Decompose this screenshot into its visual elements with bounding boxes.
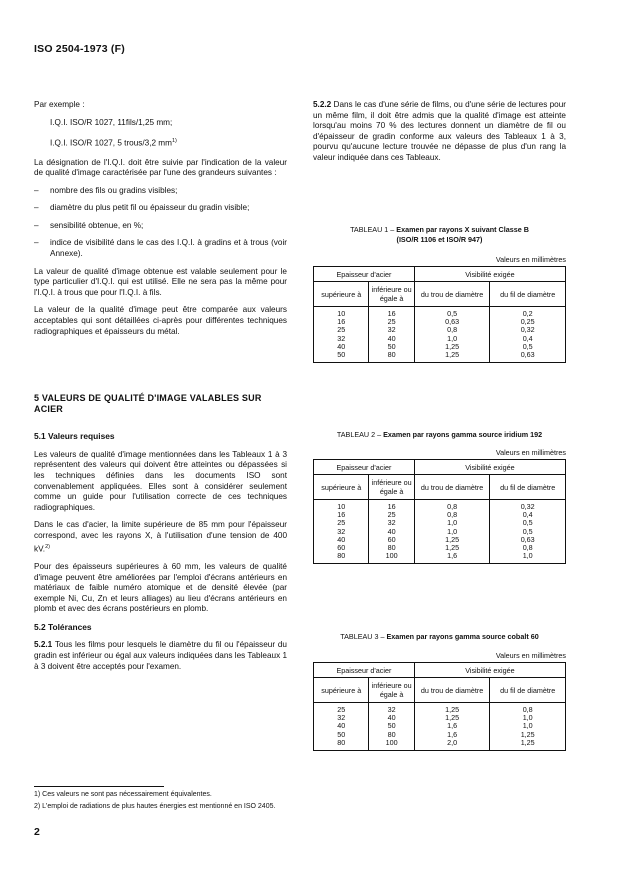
page-number: 2: [34, 826, 40, 838]
section-5-heading: 5 VALEURS DE QUALITÉ D'IMAGE VALABLES SUR ACIER: [34, 393, 262, 415]
table-cell: 0,8: [447, 502, 458, 511]
table-cell: 80: [337, 551, 346, 561]
th-superieure: supérieure à: [314, 475, 369, 500]
table-cell: 32: [387, 325, 396, 335]
table-cell: 80: [387, 543, 396, 553]
table-cell: 0,2: [522, 309, 533, 318]
table-cell: 0,4: [522, 510, 533, 520]
col-superieure: [314, 703, 369, 751]
section-5-1-para-2: Dans le cas d'acier, la limite supérieure de 85 mm pour l'épaisseur correspond, avec les rayons X, à l'utilisation d'une tension de 400 kV.$^{2)}$: [34, 520, 287, 554]
table-cell: 16: [387, 309, 396, 318]
table-cell: 40: [337, 721, 346, 731]
col-fil: [490, 703, 566, 751]
table-cell: 0,32: [520, 502, 535, 511]
table-cell: 25: [337, 518, 346, 528]
left-column: [34, 100, 287, 679]
table-cell: 2,0: [447, 737, 458, 747]
col-trou: [414, 703, 490, 751]
table-cell: 1,0: [522, 551, 533, 561]
table-cell: 0,63: [445, 317, 460, 327]
col-superieure: [314, 500, 369, 564]
designation-paragraph: La désignation de l'I.Q.I. doit être suivie par l'indication de la valeur de qualité d'image caractérisée par l'une des grandeurs suivantes :: [34, 157, 287, 178]
table-cell: 16: [337, 317, 346, 327]
section-5-1-para-1: Les valeurs de qualité d'image mentionnées dans les Tableaux 1 à 3 représentent des valeurs qui doivent être atteintes ou dépassées si les techniques définies dans les documents ISO sont convenablement appliquées. Elles sont à considérer seulement comme un guide pour l'utilisation correcte de ces techniques radiographiques.: [34, 449, 287, 512]
th-inferieure: inférieure ou égale à: [369, 282, 414, 307]
table-cell: 1,25: [445, 543, 460, 553]
table-cell: 0,8: [447, 510, 458, 520]
table-cell: 40: [337, 534, 346, 544]
th-visibilite: Visibilité exigée: [414, 663, 565, 678]
table-1-subtitle: (ISO/R 1106 et ISO/R 947): [396, 235, 483, 244]
table-cell: 1,25: [520, 729, 535, 739]
col-fil: [490, 307, 566, 363]
table-1: [313, 266, 566, 363]
col-inferieure: [369, 500, 414, 564]
table-cell: 50: [337, 350, 346, 360]
table-cell: 60: [387, 534, 396, 544]
table-cell: 80: [387, 729, 396, 739]
table-cell: 50: [387, 721, 396, 731]
table-cell: 10: [337, 502, 346, 511]
th-fil: du fil de diamètre: [490, 475, 566, 500]
table-cell: 32: [387, 518, 396, 528]
table-cell: 1,25: [520, 737, 535, 747]
table-cell: 0,8: [522, 543, 533, 553]
table-cell: 0,4: [522, 333, 533, 343]
th-trou: du trou de diamètre: [414, 282, 490, 307]
col-inferieure: [369, 703, 414, 751]
table-3-title: TABLEAU 3 – Examen par rayons gamma source cobalt 60: [340, 632, 539, 641]
table-cell: 25: [387, 510, 396, 520]
table-cell: 1,0: [447, 518, 458, 528]
table-2-title: TABLEAU 2 – Examen par rayons gamma source iridium 192: [336, 430, 543, 439]
example-1: I.Q.I. ISO/R 1027, 11fils/1,25 mm;: [50, 117, 173, 127]
table-cell: 25: [387, 317, 396, 327]
footnote-rule: [34, 786, 164, 787]
table-cell: 0,5: [522, 526, 533, 536]
table-cell: 0,8: [447, 325, 458, 335]
table-cell: 1,0: [447, 333, 458, 343]
table-2-block: [313, 430, 566, 564]
table-cell: 1,25: [445, 534, 460, 544]
th-epaisseur: Epaisseur d'acier: [314, 460, 415, 475]
document-header: ISO 2504-1973 (F): [34, 43, 125, 55]
list-item: – diamètre du plus petit fil ou épaisseur du gradin visible;: [34, 203, 250, 213]
table-cell: 0,5: [447, 309, 458, 318]
table-cell: 1,25: [445, 350, 460, 360]
table-1-units: Valeurs en millimètres: [495, 255, 566, 264]
th-fil: du fil de diamètre: [490, 678, 566, 703]
table-1-block: [313, 225, 566, 363]
footnote-1: 1) Ces valeurs ne sont pas nécessairement équivalentes.: [34, 791, 212, 798]
table-cell: 0,25: [520, 317, 535, 327]
table-cell: 25: [337, 325, 346, 335]
table-3-units: Valeurs en millimètres: [495, 651, 566, 660]
section-5-2-2-para: 5.2.2 Dans le cas d'une série de films, ou d'une série de lectures pour un même film, il doit être admis que la qualité d'image est atteinte lorsqu'au moins 70 % des lectures donnent un diamètre de fil ou d'épaisseur de gradin conforme aux valeurs des Tableaux 1 à 3, pourvu qu'aucune lecture trouvée ne dépasse de plus d'un rang la valeur indiquée dans ces Tableaux.: [313, 100, 566, 162]
table-cell: 50: [337, 729, 346, 739]
table-cell: 32: [337, 713, 346, 723]
table-cell: 1,0: [522, 713, 533, 723]
table-cell: 40: [387, 713, 396, 723]
th-inferieure: inférieure ou égale à: [369, 678, 414, 703]
col-superieure: [314, 307, 369, 363]
table-cell: 60: [337, 543, 346, 553]
table-cell: 32: [337, 333, 346, 343]
table-cell: 1,0: [522, 721, 533, 731]
table-cell: 25: [337, 705, 346, 714]
col-fil: [490, 500, 566, 564]
comparison-paragraph: La valeur de la qualité d'image peut être comparée aux valeurs acceptables qui sont détaillées ci-après pour différentes techniques radiographiques et épaisseurs du métal.: [34, 305, 287, 336]
table-cell: 10: [337, 309, 346, 318]
table-cell: 1,25: [445, 341, 460, 351]
table-cell: 0,32: [520, 325, 535, 335]
table-cell: 32: [387, 705, 396, 714]
th-trou: du trou de diamètre: [414, 475, 490, 500]
list-item: – indice de visibilité dans le cas des I.Q.I. à gradins et à trous (voir Annexe).: [34, 238, 287, 259]
col-inferieure: [369, 307, 414, 363]
th-superieure: supérieure à: [314, 282, 369, 307]
th-inferieure: inférieure ou égale à: [369, 475, 414, 500]
table-cell: 1,25: [445, 705, 460, 714]
col-trou: [414, 500, 490, 564]
table-cell: 1,6: [447, 729, 458, 739]
example-2: I.Q.I. ISO/R 1027, 5 trous/3,2 $mm^{1)}$: [50, 138, 177, 148]
section-5-2-heading: 5.2 Tolérances: [34, 621, 92, 632]
th-trou: du trou de diamètre: [414, 678, 490, 703]
table-3-block: [313, 632, 566, 751]
table-cell: 1,0: [447, 526, 458, 536]
table-cell: 100: [385, 551, 398, 561]
table-cell: 80: [387, 350, 396, 360]
table-3: [313, 662, 566, 751]
footnote-2: 2) L'emploi de radiations de plus hautes énergies est mentionné en ISO 2405.: [34, 803, 276, 810]
validity-paragraph: La valeur de qualité d'image obtenue est valable seulement pour le type particulier d'I.Q.I. qui est utilisé. Elle ne sera pas la même pour l'I.Q.I. à trous que pour l'I.Q.I. à fils.: [34, 266, 287, 297]
table-cell: 16: [337, 510, 346, 520]
th-fil: du fil de diamètre: [490, 282, 566, 307]
table-1-title: TABLEAU 1 – Examen par rayons X suivant Classe B: [350, 225, 529, 234]
section-5-1-para-3: Pour des épaisseurs supérieures à 60 mm, les valeurs de qualité d'image peuvent être améliorées par l'emploi d'écrans antérieurs en matériaux de faible numéro atomique et de densité élevée (par exemple Ni, Cu, Zn et leurs alliages) au lieu d'écrans antérieurs en plomb et avec des écrans postérieurs en plomb.: [34, 561, 287, 614]
right-column: [313, 100, 566, 171]
table-cell: 1,25: [445, 713, 460, 723]
table-cell: 1,6: [447, 551, 458, 561]
table-cell: 50: [387, 341, 396, 351]
table-2-units: Valeurs en millimètres: [495, 448, 566, 457]
table-cell: 40: [387, 526, 396, 536]
th-epaisseur: Epaisseur d'acier: [314, 663, 415, 678]
table-cell: 0,63: [520, 534, 535, 544]
section-5-1-heading: 5.1 Valeurs requises: [34, 431, 115, 442]
table-cell: 40: [337, 341, 346, 351]
list-item: – nombre des fils ou gradins visibles;: [34, 185, 178, 195]
table-cell: 0,8: [522, 705, 533, 714]
table-cell: 32: [337, 526, 346, 536]
section-5-2-1-para: 5.2.1 Tous les films pour lesquels le diamètre du fil ou l'épaisseur du gradin est inférieur ou égal aux valeurs indiquées dans les Tableaux 1 à 3 doivent être acceptés pour l'examen.: [34, 640, 287, 671]
table-cell: 40: [387, 333, 396, 343]
th-superieure: supérieure à: [314, 678, 369, 703]
table-2: [313, 459, 566, 564]
th-visibilite: Visibilité exigée: [414, 460, 565, 475]
example-intro: Par exemple :: [34, 100, 85, 109]
list-item: – sensibilité obtenue, en %;: [34, 220, 144, 230]
table-cell: 80: [337, 737, 346, 747]
table-cell: 1,6: [447, 721, 458, 731]
th-visibilite: Visibilité exigée: [414, 267, 565, 282]
table-cell: 0,5: [522, 518, 533, 528]
th-epaisseur: Epaisseur d'acier: [314, 267, 415, 282]
col-trou: [414, 307, 490, 363]
table-cell: 16: [387, 502, 396, 511]
table-cell: 0,63: [520, 350, 535, 360]
table-cell: 100: [385, 737, 398, 747]
table-cell: 0,5: [522, 341, 533, 351]
